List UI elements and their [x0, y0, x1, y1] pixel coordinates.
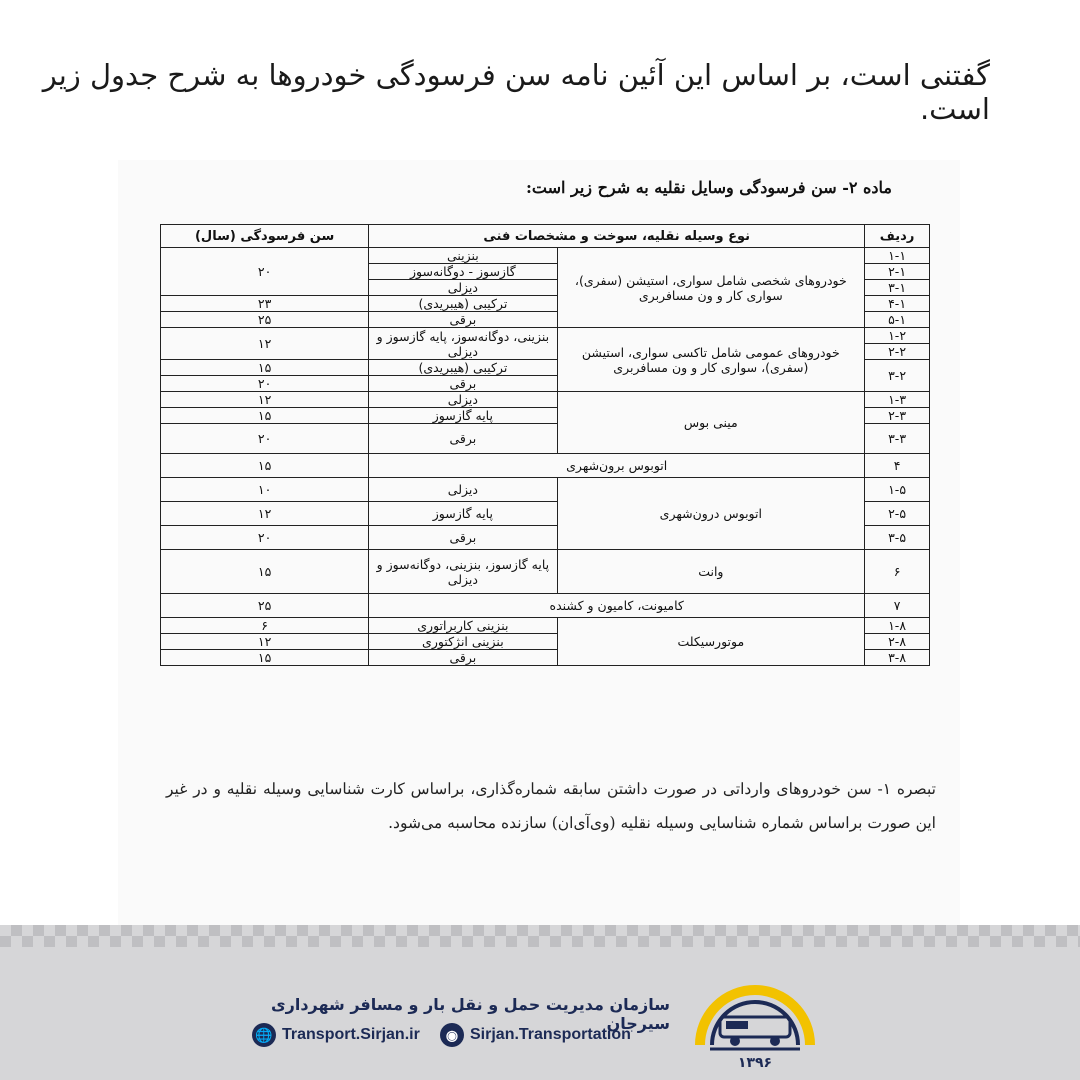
- age-cell: ۶: [161, 618, 369, 634]
- age-cell: ۱۵: [161, 650, 369, 666]
- age-cell: ۲۰: [161, 376, 369, 392]
- age-cell: ۱۵: [161, 360, 369, 376]
- age-cell: ۱۵: [161, 454, 369, 478]
- article-title: ماده ۲- سن فرسودگی وسایل نقلیه به شرح زیر است:: [525, 178, 892, 197]
- globe-icon: 🌐: [252, 1023, 276, 1047]
- fuel-cell: بنزینی، دوگانه‌سوز، پایه گازسوز و دیزلی: [369, 328, 557, 360]
- table-row: [161, 328, 930, 344]
- row-number: ۶: [865, 550, 930, 594]
- age-cell: ۱۰: [161, 478, 369, 502]
- row-number: ۱-۳: [865, 392, 930, 408]
- fuel-cell: بنزینی انژکتوری: [369, 634, 557, 650]
- row-number: ۴: [865, 454, 930, 478]
- category-cell: خودروهای شخصی شامل سواری، استیشن (سفری)، سواری کار و ون مسافربری: [557, 248, 865, 328]
- note-paragraph: تبصره ۱- سن خودروهای وارداتی در صورت داشتن سابقه شماره‌گذاری، براساس کارت شناسایی وسیله نقلیه و در غیر این صورت براساس شماره شناسایی وسیله نقلیه (وی‌آی‌ان) سازنده محاسبه می‌شود.: [166, 780, 936, 832]
- website-text: Transport.Sirjan.ir: [282, 1026, 420, 1043]
- category-cell: خودروهای عمومی شامل تاکسی سواری، استیشن (سفری)، سواری کار و ون مسافربری: [557, 328, 865, 392]
- checker-border: [0, 925, 1080, 947]
- logo-year: ۱۳۹۶: [737, 1055, 773, 1071]
- table-header-row: [161, 225, 930, 248]
- row-number: ۳-۲: [865, 360, 930, 392]
- age-cell: ۲۰: [161, 424, 369, 454]
- fuel-cell: پایه گازسوز: [369, 502, 557, 526]
- row-number: ۱-۵: [865, 478, 930, 502]
- age-cell: ۱۲: [161, 328, 369, 360]
- age-cell: ۲۵: [161, 312, 369, 328]
- age-cell: ۲۵: [161, 594, 369, 618]
- fuel-cell: دیزلی: [369, 478, 557, 502]
- category-cell: کامیونت، کامیون و کشنده: [369, 594, 865, 618]
- footer: [0, 925, 1080, 1080]
- website-link[interactable]: [252, 1023, 420, 1047]
- age-cell: ۱۵: [161, 408, 369, 424]
- table-row: [161, 478, 930, 502]
- row-number: ۳-۸: [865, 650, 930, 666]
- fuel-cell: ترکیبی (هیبریدی): [369, 296, 557, 312]
- header-vehicle-type: نوع وسیله نقلیه، سوخت و مشخصات فنی: [369, 225, 865, 248]
- fuel-cell: بنزینی: [369, 248, 557, 264]
- age-cell: ۲۰: [161, 248, 369, 296]
- category-cell: موتورسیکلت: [557, 618, 865, 666]
- fuel-cell: برقی: [369, 526, 557, 550]
- organization-logo: [690, 975, 820, 1075]
- row-number: ۷: [865, 594, 930, 618]
- age-cell: ۲۳: [161, 296, 369, 312]
- fuel-cell: پایه گازسوز: [369, 408, 557, 424]
- fuel-cell: دیزلی: [369, 392, 557, 408]
- fuel-cell: برقی: [369, 312, 557, 328]
- fuel-cell: برقی: [369, 376, 557, 392]
- age-cell: ۲۰: [161, 526, 369, 550]
- instagram-link[interactable]: [440, 1023, 631, 1047]
- row-number: ۲-۸: [865, 634, 930, 650]
- instagram-text: Sirjan.Transportation: [470, 1026, 631, 1043]
- header-age: سن فرسودگی (سال): [161, 225, 369, 248]
- fuel-cell: برقی: [369, 650, 557, 666]
- fuel-cell: گازسوز - دوگانه‌سوز: [369, 264, 557, 280]
- age-cell: ۱۲: [161, 634, 369, 650]
- row-number: ۳-۱: [865, 280, 930, 296]
- age-cell: ۱۲: [161, 392, 369, 408]
- category-cell: اتوبوس درون‌شهری: [557, 478, 865, 550]
- row-number: ۱-۱: [865, 248, 930, 264]
- category-cell: اتوبوس برون‌شهری: [369, 454, 865, 478]
- category-cell: مینی بوس: [557, 392, 865, 454]
- fuel-cell: پایه گازسوز، بنزینی، دوگانه‌سوز و دیزلی: [369, 550, 557, 594]
- table-row: [161, 392, 930, 408]
- row-number: ۴-۱: [865, 296, 930, 312]
- row-number: ۲-۲: [865, 344, 930, 360]
- instagram-icon: ◉: [440, 1023, 464, 1047]
- age-cell: ۱۵: [161, 550, 369, 594]
- organization-name: سازمان مدیریت حمل و نقل بار و مسافر شهرداری سیرجان: [270, 995, 670, 1033]
- age-cell: ۱۲: [161, 502, 369, 526]
- fuel-cell: ترکیبی (هیبریدی): [369, 360, 557, 376]
- table-row: [161, 550, 930, 594]
- category-cell: وانت: [557, 550, 865, 594]
- scanned-document: [118, 160, 960, 930]
- table-row: [161, 594, 930, 618]
- row-number: ۲-۳: [865, 408, 930, 424]
- fuel-cell: برقی: [369, 424, 557, 454]
- table-row: [161, 248, 930, 264]
- row-number: ۲-۱: [865, 264, 930, 280]
- table-row: [161, 454, 930, 478]
- row-number: ۳-۵: [865, 526, 930, 550]
- row-number: ۳-۳: [865, 424, 930, 454]
- row-number: ۵-۱: [865, 312, 930, 328]
- row-number: ۱-۸: [865, 618, 930, 634]
- fuel-cell: دیزلی: [369, 280, 557, 296]
- headline: گفتنی است، بر اساس این آئین نامه سن فرسودگی خودروها به شرح جدول زیر است.: [42, 58, 990, 126]
- vehicle-age-table: [160, 224, 930, 666]
- row-number: ۱-۲: [865, 328, 930, 344]
- fuel-cell: بنزینی کاربراتوری: [369, 618, 557, 634]
- header-row-number: ردیف: [865, 225, 930, 248]
- row-number: ۲-۵: [865, 502, 930, 526]
- table-row: [161, 618, 930, 634]
